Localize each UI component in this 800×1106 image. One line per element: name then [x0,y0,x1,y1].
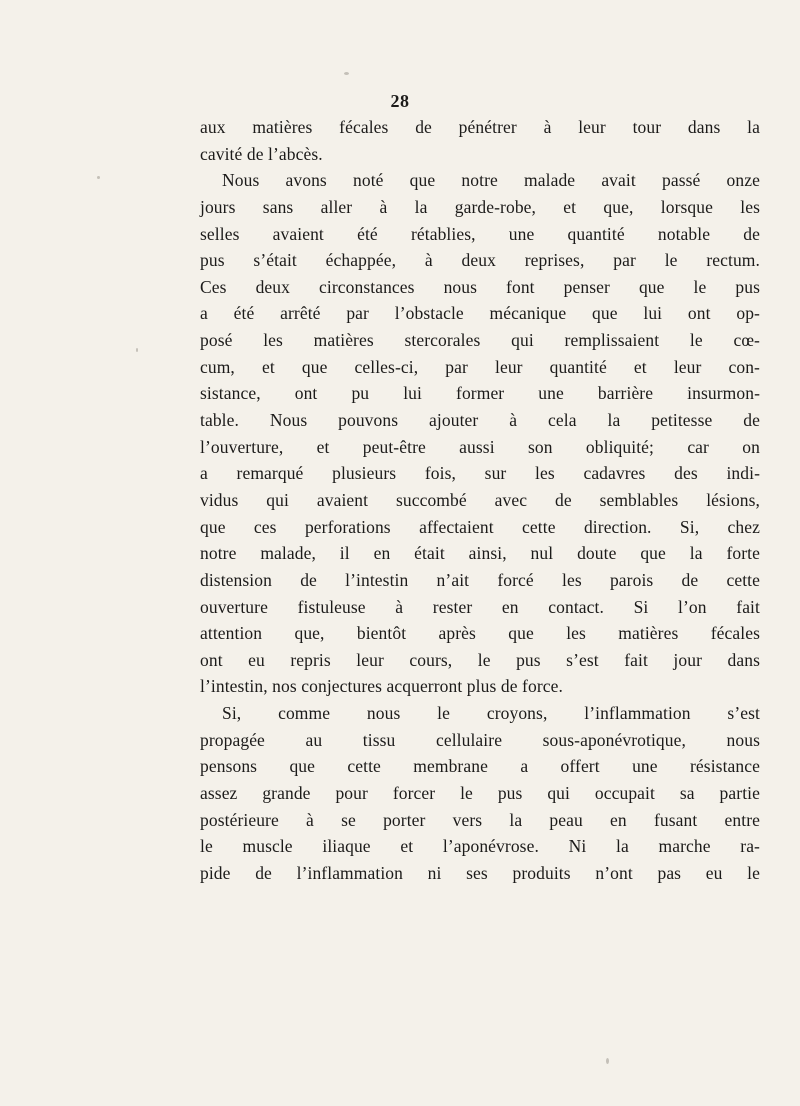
page-number: 28 [390,91,410,111]
text-line: pensons que cette membrane a offert une résistance [200,756,760,777]
text-line: cavité de l’abcès. [200,143,323,164]
text-line: sistance, ont pu lui former une barrière insurmon- [200,383,760,404]
text-line: cum, et que celles-ci, par leur quantité et leur con- [200,356,760,377]
text-line: le muscle iliaque et l’aponévrose. Ni la marche ra- [200,836,760,857]
paper-speck [136,348,138,352]
text-line: que ces perforations affectaient cette direction. Si, chez [200,516,760,537]
text-line: notre malade, il en était ainsi, nul doute que la forte [200,543,760,564]
text-line: assez grande pour forcer le pus qui occupait sa partie [200,783,760,804]
paper-speck [97,176,100,179]
text-line: a remarqué plusieurs fois, sur les cadavres des indi- [200,463,760,484]
paper-speck [606,1058,609,1064]
text-line: ont eu repris leur cours, le pus s’est fait jour dans [200,649,760,670]
text-line: jours sans aller à la garde-robe, et que, lorsque les [200,196,760,217]
text-line: pus s’était échappée, à deux reprises, par le rectum. [200,250,760,271]
text-line: Nous avons noté que notre malade avait passé onze [222,170,760,191]
text-line: aux matières fécales de pénétrer à leur tour dans la [200,117,760,137]
text-line: posé les matières stercorales qui remplissaient le cœ- [200,330,760,351]
text-line: attention que, bientôt après que les matières fécales [200,623,760,644]
text-line: Si, comme nous le croyons, l’inflammation s’est [222,703,760,724]
body-text [200,114,760,887]
text-line: Ces deux circonstances nous font penser que le pus [200,276,760,297]
text-line: pide de l’inflammation ni ses produits n’ont pas eu le [200,862,760,883]
text-line: l’intestin, nos conjectures acquerront plus de force. [200,676,563,697]
text-line: postérieure à se porter vers la peau en fusant entre [200,809,760,830]
text-line: distension de l’intestin n’ait forcé les parois de cette [200,569,760,590]
text-line: ouverture fistuleuse à rester en contact. Si l’on fait [200,596,760,617]
text-line: a été arrêté par l’obstacle mécanique que lui ont op- [200,303,760,324]
text-line: vidus qui avaient succombé avec de semblables lésions, [200,489,760,510]
text-line: l’ouverture, et peut-être aussi son obliquité; car on [200,436,760,457]
text-line: table. Nous pouvons ajouter à cela la petitesse de [200,410,760,431]
paper-speck [344,72,349,75]
text-line: propagée au tissu cellulaire sous-aponévrotique, nous [200,729,760,750]
text-line: selles avaient été rétablies, une quantité notable de [200,223,760,244]
